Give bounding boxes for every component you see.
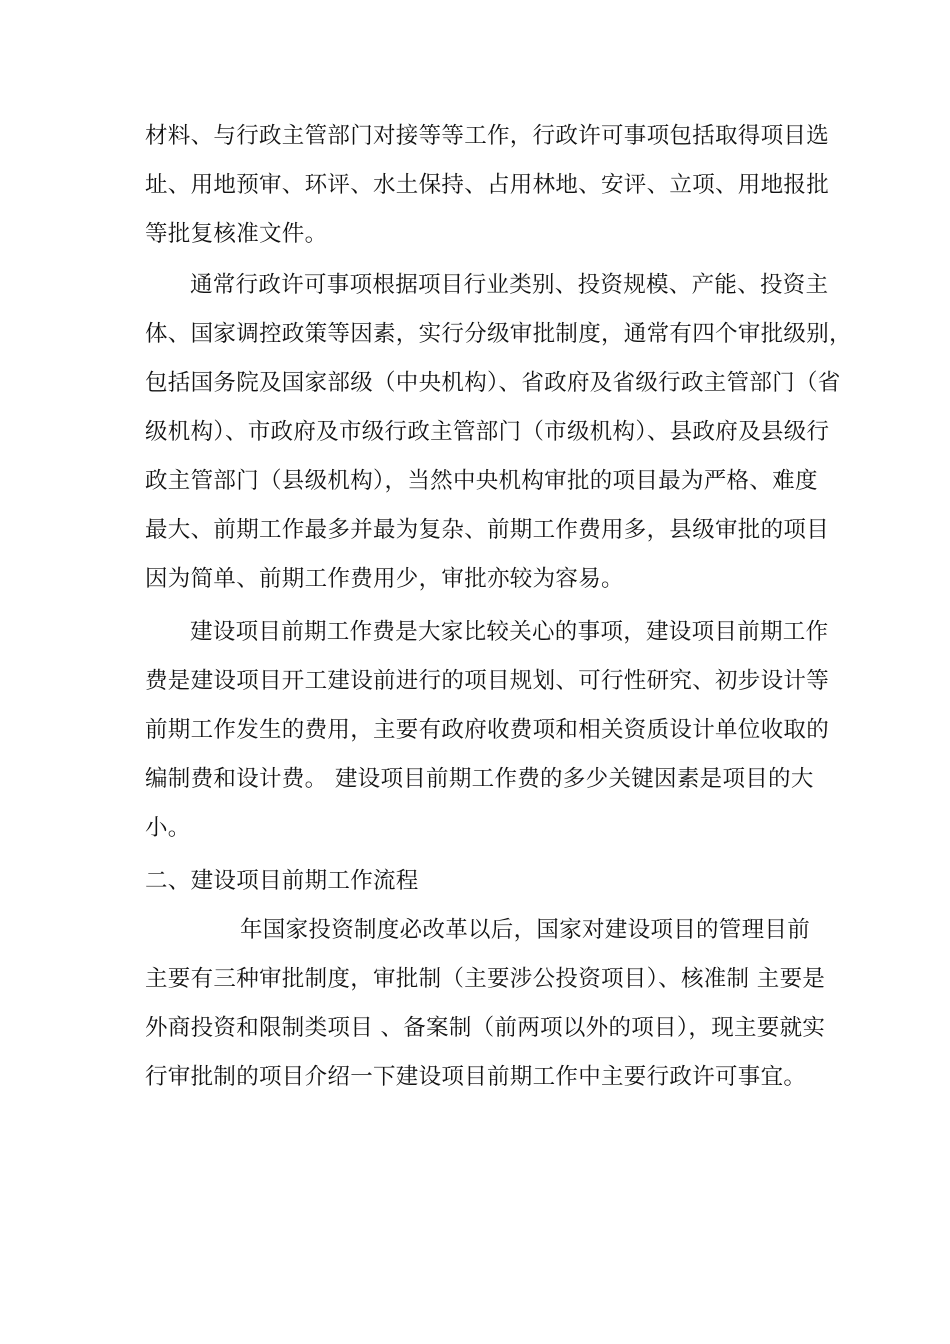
paragraph-line: 小。 <box>145 815 191 841</box>
paragraph-line: 外商投资和限制类项目 、备案制（前两项以外的项目），现主要就实 <box>145 1015 826 1041</box>
paragraph-line: 编制费和设计费。 建设项目前期工作费的多少关键因素是项目的大 <box>145 766 814 792</box>
paragraph-line: 因为简单、前期工作费用少，审批亦较为容易。 <box>145 566 624 592</box>
paragraph-line: 材料、与行政主管部门对接等等工作，行政许可事项包括取得项目选 <box>145 123 830 149</box>
paragraph-line: 级机构）、市政府及市级行政主管部门（市级机构）、县政府及县级行 <box>145 419 830 445</box>
paragraph-line: 体、国家调控政策等因素，实行分级审批制度，通常有四个审批级别， <box>145 321 852 347</box>
paragraph-line: 等批复核准文件。 <box>145 221 328 247</box>
paragraph-line: 址、用地预审、环评、水土保持、占用林地、安评、立项、用地报批 <box>145 172 830 198</box>
paragraph-line: 通常行政许可事项根据项目行业类别、投资规模、产能、投资主 <box>190 272 829 298</box>
paragraph-line: 前期工作发生的费用，主要有政府收费项和相关资质设计单位收取的 <box>145 717 830 743</box>
paragraph-line: 包括国务院及国家部级（中央机构）、省政府及省级行政主管部门（省 <box>145 370 841 396</box>
paragraph-line: 最大、前期工作最多并最为复杂、前期工作费用多，县级审批的项目 <box>145 517 830 543</box>
paragraph-line: 费是建设项目开工建设前进行的项目规划、可行性研究、初步设计等 <box>145 668 830 694</box>
heading-text: 二、建设项目前期工作流程 <box>145 868 419 894</box>
paragraph-line: 政主管部门（县级机构），当然中央机构审批的项目最为严格、难度 <box>145 468 818 494</box>
paragraph-line: 年国家投资制度必改革以后，国家对建设项目的管理目前 <box>240 917 811 943</box>
paragraph-line: 建设项目前期工作费是大家比较关心的事项，建设项目前期工作 <box>190 619 829 645</box>
paragraph-line: 主要有三种审批制度，审批制（主要涉公投资项目）、核准制 主要是 <box>145 966 826 992</box>
paragraph-line: 行审批制的项目介绍一下建设项目前期工作中主要行政许可事宜。 <box>145 1064 807 1090</box>
